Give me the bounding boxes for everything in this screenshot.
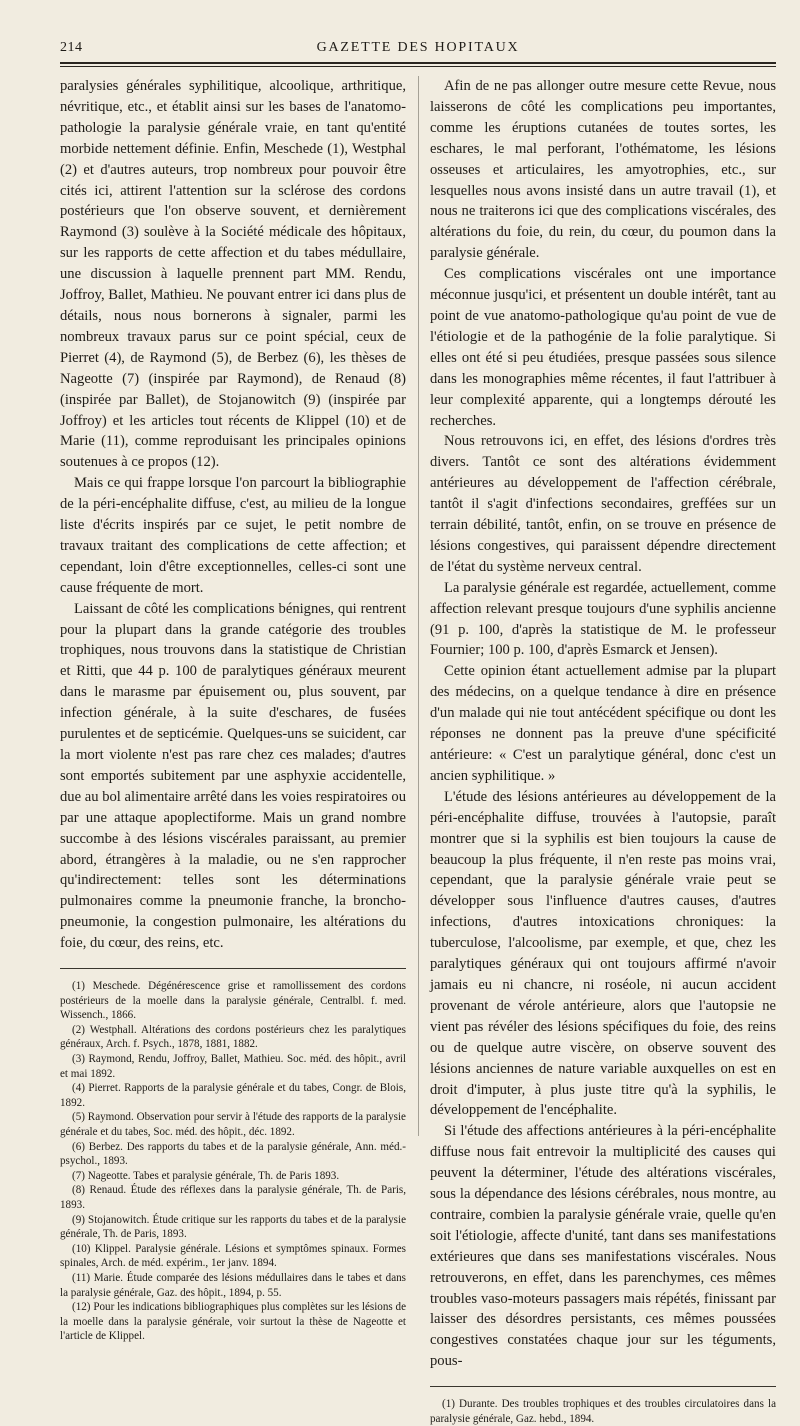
footnote: (8) Renaud. Étude des réflexes dans la paralysie générale, Th. de Paris, 1893. (60, 1184, 406, 1211)
footnote: (1) Meschede. Dégénérescence grise et ramollissement des cordons postérieurs de la moelle dans la paralysie générale, Centralbl. f. med. Wissench., 1866. (60, 980, 406, 1022)
footnote: (2) Westphall. Altérations des cordons postérieurs chez les paralytiques généraux, Arch. f. Psych., 1878, 1881, 1882. (60, 1023, 406, 1051)
body-paragraph: Mais ce qui frappe lorsque l'on parcourt la bibliographie de la péri-encéphalite diffuse, c'est, au milieu de la longue liste d'écrits inspirés par ce sujet, le petit nombre de travaux traitant des complications de cette affection; et cependant, loin d'être exceptionnelles, celles-ci sont une cause fréquente de mort. (60, 475, 406, 596)
footnote: (7) Nageotte. Tabes et paralysie générale, Th. de Paris 1893. (72, 1169, 340, 1182)
footnote: (9) Stojanowitch. Étude critique sur les rapports du tabes et de la paralysie générale, Th. de Paris, 1893. (60, 1213, 406, 1241)
body-paragraph: Nous retrouvons ici, en effet, des lésions d'ordres très divers. Tantôt ce sont des altérations évidemment antérieures au développement de l'affection cérébrale, tantôt il s'agit d'infections secondaires, greffées sur un terrain débilité, tantôt, enfin, on se trouve en présence de lésions congestives, qui paraissent dépendre directement de l'état du système nerveux central. (430, 433, 776, 575)
footnote: (4) Pierret. Rapports de la paralysie générale et du tabes, Congr. de Blois, 1892. (60, 1082, 406, 1109)
footnote: (1) Durante. Des troubles trophiques et des troubles circulatoires dans la paralysie générale, Gaz. hebd., 1894. (430, 1398, 776, 1425)
page-header (60, 40, 776, 62)
footnote: (5) Raymond. Observation pour servir à l'étude des rapports de la paralysie générale et du tabes, Soc. méd. des hôpit., déc. 1892. (60, 1111, 406, 1138)
footnote: (10) Klippel. Paralysie générale. Lésions et symptômes spinaux. Formes spinales, Arch. de méd. expérim., 1er janv. 1894. (60, 1242, 406, 1270)
body-paragraph: Cette opinion étant actuellement admise par la plupart des médecins, on a quelque tendance à dire en présence d'un malade qui nie tout antécédent spécifique ou dont les réponses ne donnent pas la preuve d'une spécificité antérieure: « C'est un paralytique général, donc c'est un ancien syphilitique. » (430, 663, 776, 784)
running-title: GAZETTE DES HOPITAUX (316, 40, 520, 55)
body-paragraph: paralysies générales syphilitique, alcoolique, arthritique, névritique, etc., et établit ainsi sur les bases de l'anatomo-pathologie la paralysie générale vraie, en tant qu'entité morbide nettement définie. Enfin, Meschede (1), Westphal (2) et d'autres auteurs, trop nombreux pour pouvoir être cités ici, attirent l'attention sur la sclérose des cordons postérieurs que l'on observe souvent, et dernièrement Raymond (3) soulève à la Société médicale des hôpitaux, sur les rapports de cette affection et du tabes médullaire, une discussion à laquelle prennent part MM. Rendu, Joffroy, Ballet, Mathieu. Ne pouvant entrer ici dans plus de détails, nous nous bornerons à signaler, parmi les nombreux travaux parus sur ce point spécial, ceux de Pierret (4), de Raymond (5), de Berbez (6), les thèses de Nageotte (7) (inspirée par Raymond), de Renaud (8) (inspirée par Ballet), de Stojanowitch (9) (inspirée par Joffroy) et les articles tout récents de Klippel (10) et de Marie (11), comme reproduisant les principales opinions soutenues à ce propos (12). (60, 78, 406, 471)
body-paragraph: Laissant de côté les complications bénignes, qui rentrent pour la plupart dans la grande catégorie des troubles trophiques, nous trouvons dans la statistique de Christian et Ritti, que 44 p. 100 de paralytiques généraux meurent dans le marasme par épuisement ou, plus souvent, par infection générale, à la suite d'eschares, de fusées purulentes et de septicémie. Quelques-uns se suicident, car la mort violente n'est pas rare chez ces malades; d'autres sont emportés subitement par une asphyxie accidentelle, due au bol alimentaire arrêté dans les voies respiratoires ou par une attaque apoplectiforme. Mais un grand nombre succombe à des lésions viscérales paraissant, au premier abord, étrangères à la maladie, ou ne s'en rapprocher qu'indirectement: telles sont les déterminations pulmonaires comme la pneumonie franche, la broncho-pneumonie, la congestion pulmonaire, les altérations du foie, du cœur, des reins, etc. (60, 600, 406, 952)
footnote-separator (60, 968, 406, 969)
column-divider (418, 76, 419, 1136)
footnote: (6) Berbez. Des rapports du tabes et de la paralysie générale, Ann. méd.-psychol., 1893. (60, 1140, 406, 1168)
header-rule-thick (60, 62, 776, 64)
footnote: (3) Raymond, Rendu, Joffroy, Ballet, Mathieu. Soc. méd. des hôpit., avril et mai 1892. (60, 1053, 406, 1080)
footnote: (12) Pour les indications bibliographiques plus complètes sur les lésions de la moelle dans la paralysie générale, voir surtout la thèse de Nageotte et l'article de Klippel. (60, 1301, 406, 1343)
body-paragraph: La paralysie générale est regardée, actuellement, comme affection relevant presque toujours d'une syphilis ancienne (91 p. 100, d'après la statistique de M. le professeur Fournier; 100 p. 100, d'après Esmarck et Jensen). (430, 579, 776, 659)
body-paragraph: L'étude des lésions antérieures au développement de la péri-encéphalite diffuse, trouvées à l'autopsie, paraît montrer que si la syphilis est bien toujours la cause de beaucoup la plus fréquente, il n'en reste pas moins vrai, cependant, que la paralysie générale vraie peut se développer sous l'influence d'autres causes, d'autres infections, d'autres intoxications chroniques: la tuberculose, l'alcoolisme, par exemple, et que, chez les paralytiques généraux qui ont toujours affirmé n'avoir jamais eu ni chancre, ni roséole, ni aucun accident provenant de vérole antérieure, alors que l'autopsie ne vient pas révéler des lésions spécifiques du foie, des reins ou de quelque autre viscère, on observe souvent des lésions anciennes de nature variable auxquelles on est en droit d'imputer, à plus juste titre qu'à la syphilis, le développement de l'encéphalite. (430, 788, 776, 1119)
body-paragraph: Si l'étude des affections antérieures à la péri-encéphalite diffuse nous fait entrevoir la multiplicité des causes qui peuvent la déterminer, l'étude des altérations viscérales, sous la dépendance des lésions cérébrales, nous montre, au contraire, combien la paralysie générale vraie, quelle qu'en soit l'étiologie, affecte d'unité, tant dans ses manifestations extérieures que dans ses manifestations viscérales. Nous retrouverons, en effet, dans les parenchymes, ces mêmes troubles vaso-moteurs passagers mais répétés, finissant par laisser des désordres persistants, ces mêmes poussées congestives constatées chaque jour sur les téguments, pous- (430, 1123, 776, 1370)
footnote: (11) Marie. Étude comparée des lésions médullaires dans le tabes et dans la paralysie générale, Gaz. des hôpit., 1894, p. 55. (60, 1271, 406, 1299)
footnotes (60, 979, 406, 1344)
body-paragraph: Afin de ne pas allonger outre mesure cette Revue, nous laisserons de côté les complications peu importantes, comme les éruptions cutanées de toutes sortes, les eschares, le mal perforant, l'othématome, les lésions osseuses et articulaires, les amyotrophies, etc., sur lesquelles nous avons insisté dans un autre travail (1), et nous ne traiterons ici que des complications viscérales, des altérations du foie, du rein, du cœur, du poumon dans la paralysie générale. (430, 78, 776, 262)
footnote-separator (430, 1386, 776, 1387)
body-paragraph: Ces complications viscérales ont une importance méconnue jusqu'ici, et présentent un double intérêt, tant au point de vue anatomo-pathologique qu'au point de vue de l'étiologie et de la pathogénie de la folie paralytique. Si elles ont été si peu étudiées, presque passées sous silence dans les monographies même récentes, il faut l'attribuer à leur complexité apparente, qui a longtemps dérouté les recherches. (430, 266, 776, 429)
footnotes (430, 1397, 776, 1426)
header-rule-thin (60, 66, 776, 67)
page-number: 214 (60, 40, 83, 55)
left-column (60, 76, 406, 1344)
right-column (430, 76, 776, 1426)
